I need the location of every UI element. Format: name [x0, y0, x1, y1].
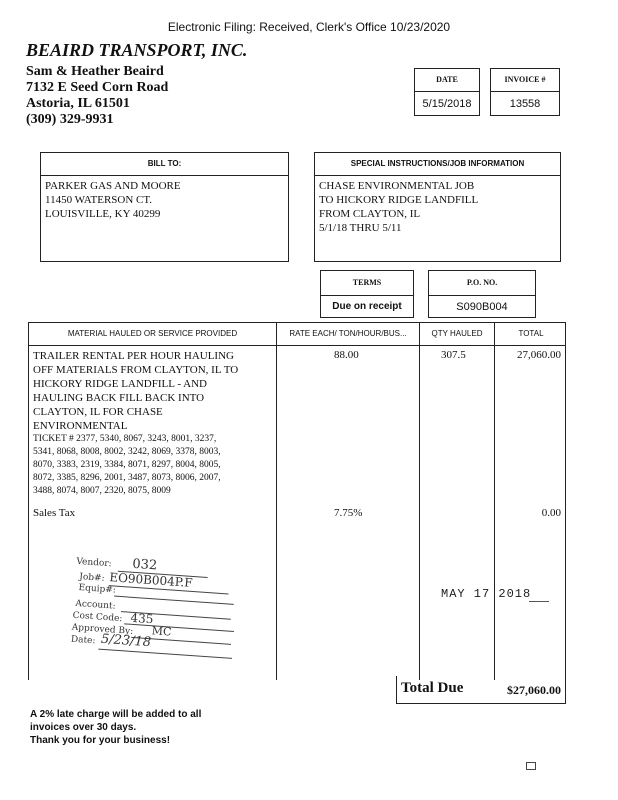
bill-to-line: 11450 WATERSON CT.	[45, 194, 153, 206]
total-due-value: $27,060.00	[507, 683, 561, 697]
po-box	[428, 270, 536, 318]
header-total: TOTAL	[518, 329, 544, 338]
stamp-cost-code-label: Cost Code:	[72, 610, 123, 625]
sales-tax-total: 0.00	[541, 507, 561, 519]
header-rate: RATE EACH/ TON/HOUR/BUS...	[289, 329, 407, 338]
stamp-approved-label: Approved By:	[71, 622, 134, 637]
company-phone: (309) 329-9931	[26, 112, 114, 127]
table-header-row	[29, 323, 565, 346]
company-address	[26, 64, 168, 128]
po-value: S090B004	[456, 301, 508, 313]
terms-value: Due on receipt	[332, 301, 402, 312]
company-name: BEAIRD TRANSPORT, INC.	[26, 40, 248, 60]
stamp-equip-label: Equip#:	[78, 583, 117, 596]
ticket-line: 8072, 3385, 8296, 2001, 3487, 8073, 8006, 2007,	[33, 473, 221, 483]
stamp-date-label: Date:	[70, 634, 96, 647]
stamp-vendor-label: Vendor:	[76, 556, 112, 570]
terms-box	[320, 270, 414, 318]
item-total: 27,060.00	[517, 349, 561, 361]
special-instructions-text	[319, 179, 478, 235]
column-divider	[494, 323, 495, 680]
column-divider	[276, 323, 277, 680]
invoice-label: INVOICE #	[491, 69, 559, 92]
total-due-box	[396, 676, 566, 704]
header-material: MATERIAL HAULED OR SERVICE PROVIDED	[67, 329, 238, 338]
special-line: FROM CLAYTON, IL	[319, 208, 421, 220]
company-contact: Sam & Heather Beaird	[26, 64, 164, 79]
filing-header: Electronic Filing: Received, Clerk's Office 10/23/2020	[167, 20, 451, 34]
item-description	[33, 349, 273, 498]
header-qty: QTY HAULED	[431, 329, 483, 338]
bill-to-address	[45, 179, 181, 221]
description-line: CLAYTON, IL FOR CHASE	[33, 406, 163, 418]
bill-to-line: LOUISVILLE, KY 40299	[45, 208, 161, 220]
special-instructions-label: SPECIAL INSTRUCTIONS/JOB INFORMATION	[315, 153, 560, 176]
description-line: TRAILER RENTAL PER HOUR HAULING	[33, 350, 234, 362]
date-label: DATE	[415, 69, 479, 92]
stamp-date-value: 5/23/18	[100, 631, 152, 651]
date-box	[414, 68, 480, 116]
po-label: P.O. NO.	[429, 271, 535, 296]
invoice-box	[490, 68, 560, 116]
special-line: TO HICKORY RIDGE LANDFILL	[319, 194, 479, 206]
ticket-line: 5341, 8068, 8008, 8002, 3242, 8069, 3378, 8003,	[33, 447, 221, 457]
ticket-line: 8070, 3383, 2319, 3384, 8071, 8297, 8004, 8005,	[33, 460, 221, 470]
sales-tax-rate: 7.75%	[334, 507, 363, 519]
description-line: HAULING BACK FILL BACK INTO	[33, 392, 205, 404]
received-stamp: MAY 17 2018	[441, 587, 532, 601]
item-rate: 88.00	[334, 349, 359, 361]
ticket-line: 3488, 8074, 8007, 2320, 8075, 8009	[33, 486, 171, 496]
stamp-account-label: Account:	[75, 598, 116, 612]
stamp-line	[98, 649, 232, 659]
bill-to-label: BILL TO:	[41, 153, 288, 176]
stamp-job-value: EO90B004P.F	[108, 570, 194, 590]
stamp-line	[114, 596, 234, 605]
terms-label: TERMS	[321, 271, 413, 296]
stamp-mark	[529, 601, 549, 602]
company-street: 7132 E Seed Corn Road	[26, 80, 169, 95]
stamp-vendor-value: 032	[131, 556, 158, 574]
footer-line: A 2% late charge will be added to all	[30, 709, 202, 720]
special-line: CHASE ENVIRONMENTAL JOB	[319, 180, 475, 192]
date-value: 5/15/2018	[422, 98, 472, 110]
column-divider	[419, 323, 420, 680]
description-line: HICKORY RIDGE LANDFILL - AND	[33, 378, 207, 390]
bill-to-line: PARKER GAS AND MOORE	[45, 180, 181, 192]
item-qty: 307.5	[441, 349, 466, 361]
footer-line: invoices over 30 days.	[30, 722, 137, 733]
company-city: Astoria, IL 61501	[26, 96, 130, 111]
approval-stamp	[70, 557, 257, 669]
description-line: ENVIRONMENTAL	[33, 420, 128, 432]
items-table	[28, 322, 566, 680]
description-line: OFF MATERIALS FROM CLAYTON, IL TO	[33, 364, 239, 376]
invoice-value: 13558	[509, 98, 541, 110]
footer-notes	[30, 708, 201, 747]
stamp-job-label: Job#:	[78, 572, 105, 584]
sales-tax-label: Sales Tax	[33, 507, 76, 519]
special-line: 5/1/18 THRU 5/11	[319, 222, 402, 234]
special-instructions-box	[314, 152, 561, 262]
page-mark-icon	[526, 762, 536, 770]
footer-line: Thank you for your business!	[30, 735, 171, 746]
total-due-label: Total Due	[401, 680, 464, 696]
ticket-line: TICKET # 2377, 5340, 8067, 3243, 8001, 3237,	[33, 434, 217, 444]
stamp-line	[124, 623, 234, 632]
bill-to-box	[40, 152, 289, 262]
stamp-approved-value: MC	[151, 624, 172, 639]
stamp-cost-code-value: 435	[130, 610, 154, 627]
